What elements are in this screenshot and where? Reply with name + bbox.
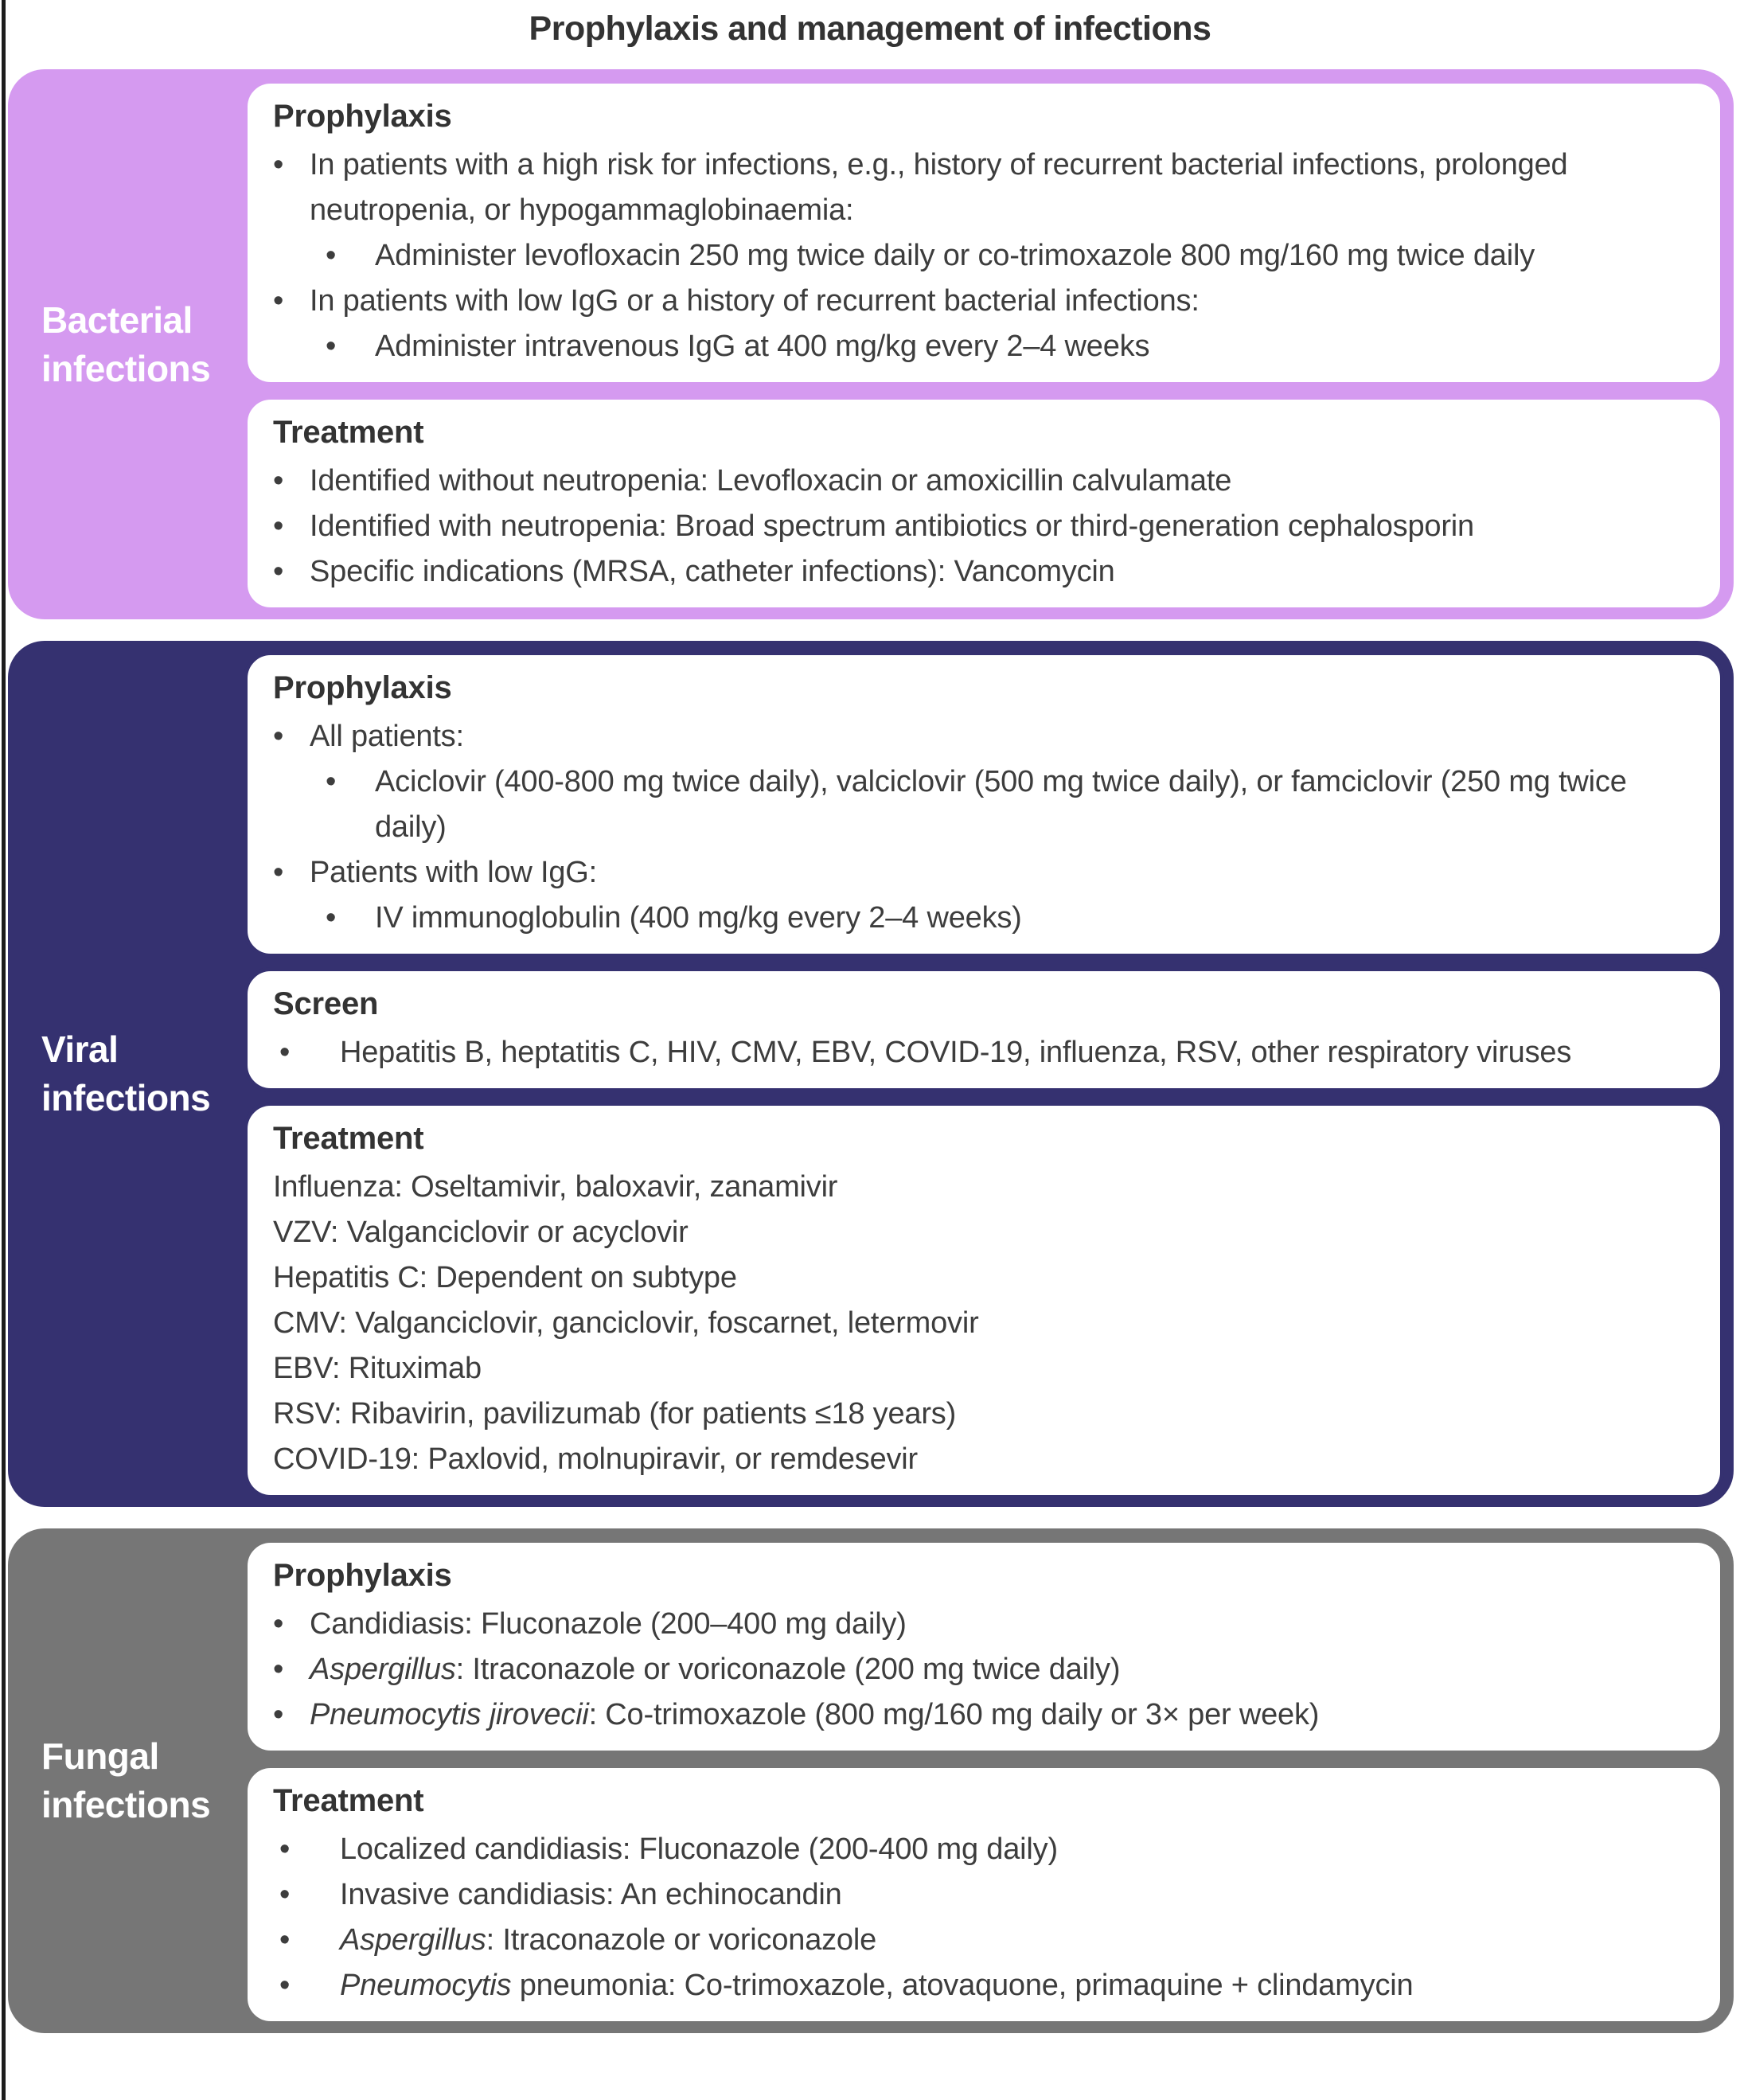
list-item-text: [375, 233, 1696, 279]
text-segment: Pneumocytis jirovecii: [310, 1698, 589, 1731]
list-item-text: [310, 714, 1696, 759]
list-item: [273, 850, 1696, 896]
text-segment: : Itraconazole or voriconazole: [486, 1923, 877, 1957]
list-item-text: [310, 1602, 1696, 1647]
text-segment: EBV: Rituximab: [273, 1352, 482, 1385]
section-viral: [8, 641, 1734, 1507]
bullet-icon: •: [273, 1653, 284, 1686]
text-segment: : Co-trimoxazole (800 mg/160 mg daily or 3× per week): [588, 1698, 1320, 1731]
list-item: [273, 1647, 1696, 1692]
bullet-icon: •: [279, 1036, 291, 1069]
text-segment: Candidiasis: Fluconazole (200–400 mg daily): [310, 1607, 907, 1641]
section-label: Bacterial infections: [41, 299, 211, 389]
treatment-line: [273, 1392, 1696, 1437]
list-item: [273, 1602, 1696, 1647]
list-item-text: [310, 279, 1696, 324]
list-item: [273, 549, 1696, 595]
list-item-text: [340, 1918, 1696, 1963]
viral-prophylaxis-box: [244, 651, 1724, 958]
treatment-line: [273, 1210, 1696, 1255]
box-heading: Prophylaxis: [273, 670, 452, 705]
list-item: [273, 1827, 1696, 1872]
text-segment: Aspergillus: [340, 1923, 486, 1957]
list-item-text: [340, 1872, 1696, 1918]
box-heading: Prophylaxis: [273, 1558, 452, 1593]
list-item-text: [340, 1963, 1696, 2008]
text-segment: Identified with neutropenia: Broad spectrum antibiotics or third-generation cephalosporin: [310, 509, 1474, 543]
text-segment: Pneumocytis: [340, 1969, 512, 2002]
bacterial-prophylaxis-box: [244, 80, 1724, 386]
bullet-icon: •: [326, 901, 337, 935]
text-segment: Influenza: Oseltamivir, baloxavir, zanamivir: [273, 1170, 838, 1204]
text-segment: Invasive candidiasis: An echinocandin: [340, 1878, 842, 1911]
list-item: [326, 759, 1696, 850]
text-segment: Hepatitis B, heptatitis C, HIV, CMV, EBV, COVID-19, influenza, RSV, other respiratory viruses: [340, 1036, 1572, 1069]
list-item: [273, 504, 1696, 549]
list-item-text: [375, 896, 1696, 941]
section-boxes: [244, 1528, 1734, 2033]
bullet-icon: •: [279, 1878, 291, 1911]
list-item-text: [310, 142, 1696, 233]
text-segment: Hepatitis C: Dependent on subtype: [273, 1261, 737, 1294]
text-segment: Localized candidiasis: Fluconazole (200-400 mg daily): [340, 1833, 1058, 1866]
list-item: [273, 279, 1696, 324]
bullet-icon: •: [279, 1969, 291, 2002]
box-heading: Treatment: [273, 1783, 424, 1818]
list-item-text: [310, 549, 1696, 595]
text-segment: Aciclovir (400-800 mg twice daily), valciclovir (500 mg twice daily), or famciclovir (250 mg twice daily): [375, 765, 1627, 844]
section-bacterial: [8, 69, 1734, 619]
section-boxes: [244, 69, 1734, 619]
list-item: [273, 1918, 1696, 1963]
fungal-treatment-box: [244, 1764, 1724, 2025]
list-item: [273, 459, 1696, 504]
fungal-prophylaxis-box: [244, 1539, 1724, 1755]
figure-border-line: [2, 0, 6, 2100]
text-segment: : Itraconazole or voriconazole (200 mg twice daily): [455, 1653, 1121, 1686]
box-heading: Treatment: [273, 1121, 424, 1156]
text-segment: VZV: Valganciclovir or acyclovir: [273, 1216, 689, 1249]
list-item: [273, 1963, 1696, 2008]
bullet-icon: •: [326, 330, 337, 363]
list-item: [273, 714, 1696, 759]
list-item-text: [310, 1647, 1696, 1692]
treatment-line: [273, 1255, 1696, 1301]
list-item-text: [310, 850, 1696, 896]
text-segment: In patients with a high risk for infections, e.g., history of recurrent bacterial infections, prolonged neutropenia, or hypogammaglobinaemia:: [310, 148, 1568, 227]
list-item: [326, 896, 1696, 941]
box-heading: Prophylaxis: [273, 99, 452, 134]
sections: [8, 69, 1734, 2033]
list-item-text: [340, 1030, 1696, 1075]
list-item-text: [310, 504, 1696, 549]
bullet-icon: •: [326, 765, 337, 798]
list-item: [273, 1692, 1696, 1738]
box-heading: Treatment: [273, 415, 424, 450]
text-segment: IV immunoglobulin (400 mg/kg every 2–4 weeks): [375, 901, 1022, 935]
list-item-text: [375, 324, 1696, 369]
treatment-line: [273, 1437, 1696, 1482]
bullet-icon: •: [273, 148, 284, 182]
text-segment: COVID-19: Paxlovid, molnupiravir, or remdesevir: [273, 1442, 918, 1476]
text-segment: Patients with low IgG:: [310, 856, 597, 889]
text-segment: Identified without neutropenia: Levofloxacin or amoxicillin calvulamate: [310, 464, 1232, 498]
treatment-line: [273, 1301, 1696, 1346]
list-item-text: [340, 1827, 1696, 1872]
list-item: [273, 1030, 1696, 1075]
section-label: Viral infections: [41, 1029, 211, 1118]
list-item: [326, 324, 1696, 369]
section-label-column: [8, 641, 244, 1507]
bullet-icon: •: [273, 284, 284, 318]
page-title: Prophylaxis and management of infections: [529, 10, 1211, 48]
treatment-line: [273, 1346, 1696, 1392]
text-segment: Aspergillus: [310, 1653, 456, 1686]
list-item-text: [375, 759, 1696, 850]
text-segment: In patients with low IgG or a history of recurrent bacterial infections:: [310, 284, 1200, 318]
viral-screen-box: [244, 967, 1724, 1092]
list-item: [273, 142, 1696, 233]
viral-treatment-box: [244, 1102, 1724, 1499]
bullet-icon: •: [273, 464, 284, 498]
treatment-line: [273, 1165, 1696, 1210]
bullet-icon: •: [326, 239, 337, 272]
text-segment: All patients:: [310, 720, 464, 753]
bullet-icon: •: [279, 1923, 291, 1957]
section-boxes: [244, 641, 1734, 1507]
bullet-icon: •: [273, 555, 284, 588]
section-label-column: [8, 1528, 244, 2033]
text-segment: CMV: Valganciclovir, ganciclovir, foscarnet, letermovir: [273, 1306, 979, 1340]
text-segment: pneumonia: Co-trimoxazole, atovaquone, primaquine + clindamycin: [511, 1969, 1414, 2002]
bullet-icon: •: [273, 720, 284, 753]
bullet-icon: •: [279, 1833, 291, 1866]
section-fungal: [8, 1528, 1734, 2033]
list-item-text: [310, 459, 1696, 504]
section-label: Fungal infections: [41, 1735, 211, 1825]
bullet-icon: •: [273, 1607, 284, 1641]
box-heading: Screen: [273, 986, 379, 1021]
text-segment: Administer levofloxacin 250 mg twice daily or co-trimoxazole 800 mg/160 mg twice daily: [375, 239, 1535, 272]
list-item: [273, 1872, 1696, 1918]
section-label-column: [8, 69, 244, 619]
bullet-icon: •: [273, 856, 284, 889]
bullet-icon: •: [273, 509, 284, 543]
text-segment: Administer intravenous IgG at 400 mg/kg every 2–4 weeks: [375, 330, 1150, 363]
bacterial-treatment-box: [244, 396, 1724, 611]
text-segment: RSV: Ribavirin, pavilizumab (for patients ≤18 years): [273, 1397, 957, 1431]
text-segment: Specific indications (MRSA, catheter infections): Vancomycin: [310, 555, 1115, 588]
bullet-icon: •: [273, 1698, 284, 1731]
list-item: [326, 233, 1696, 279]
list-item-text: [310, 1692, 1696, 1738]
